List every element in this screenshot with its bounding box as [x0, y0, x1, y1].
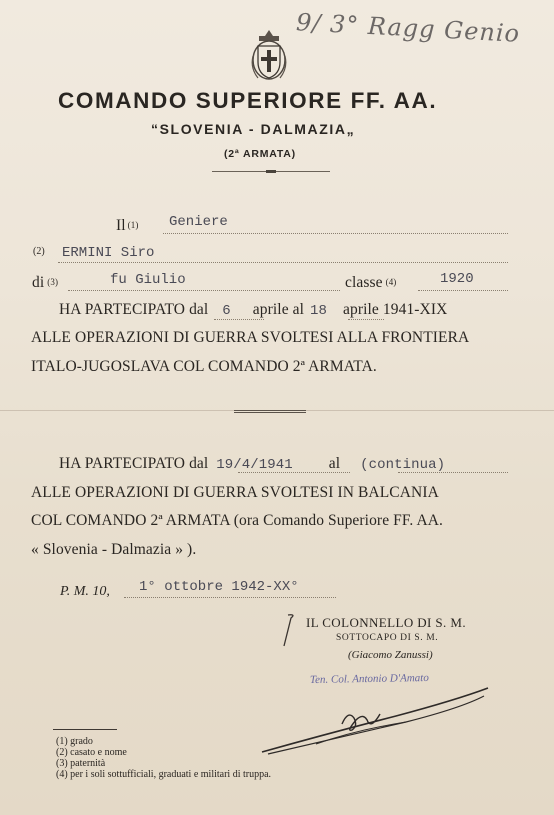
name-dotline	[58, 262, 508, 263]
issue-date: 1° ottobre 1942-XX°	[139, 579, 299, 595]
grado-label: Il (1)	[116, 217, 139, 234]
handwritten-signature-icon	[256, 682, 496, 762]
handwritten-annotation: 9/ 3° Ragg Genio	[295, 8, 521, 48]
di-label: di (3)	[32, 274, 59, 291]
name-value: ERMINI Siro	[62, 245, 155, 261]
day-to: 18	[310, 303, 328, 319]
block2-line1: HA PARTECIPATO dal 19/4/1941 al (continua)	[59, 455, 446, 473]
date-from: 19/4/1941	[216, 457, 293, 473]
day-to-dotline	[348, 319, 384, 320]
coat-of-arms-icon	[248, 28, 290, 84]
footnote-3: (3) paternità	[56, 758, 106, 769]
document-subtitle: “SLOVENIA - DALMAZIA„	[151, 121, 356, 137]
date-from-dotline	[238, 472, 350, 473]
footnote-2: (2) casato e nome	[56, 747, 127, 758]
day-from-dotline	[214, 319, 264, 320]
footnote-rule	[53, 729, 117, 730]
date-to: (continua)	[360, 457, 446, 473]
footnote-1: (1) grado	[56, 736, 93, 747]
footnote-4: (4) per i soli sottufficiali, graduati e militari di truppa.	[56, 769, 272, 780]
signatory-name: (Giacomo Zanussi)	[348, 649, 433, 661]
block1-line2: ALLE OPERAZIONI DI GUERRA SVOLTESI ALLA FRONTIERA	[31, 329, 470, 346]
signatory-subrank: SOTTOCAPO DI S. M.	[336, 633, 439, 643]
grado-dotline	[163, 233, 508, 234]
block1-line1: HA PARTECIPATO dal 6 aprile al 18 aprile 1941-XIX	[59, 301, 448, 319]
officer-stamp: Ten. Col. Antonio D'Amato	[309, 671, 429, 687]
header-divider-mark	[266, 170, 276, 173]
block2-line4: « Slovenia - Dalmazia » ).	[31, 541, 197, 558]
block2-line2: ALLE OPERAZIONI DI GUERRA SVOLTESI IN BALCANIA	[31, 484, 439, 501]
classe-dotline	[418, 290, 508, 291]
date-dotline	[124, 597, 336, 598]
date-to-dotline	[398, 472, 508, 473]
name-ref: (2)	[33, 246, 45, 257]
paternita-dotline	[68, 290, 340, 291]
classe-value: 1920	[440, 271, 474, 287]
signatory-rank: IL COLONNELLO DI S. M.	[306, 615, 466, 630]
block2-line3: COL COMANDO 2ª ARMATA (ora Comando Superiore FF. AA.	[31, 512, 444, 529]
army-label: (2ª ARMATA)	[224, 148, 296, 160]
document-title: COMANDO SUPERIORE FF. AA.	[58, 88, 438, 113]
section-divider	[234, 410, 306, 413]
classe-label: classe (4)	[345, 274, 397, 291]
paternita-value: fu Giulio	[110, 272, 186, 288]
day-from: 6	[222, 303, 231, 319]
block1-line3: ITALO-JUGOSLAVA COL COMANDO 2ª ARMATA.	[31, 358, 377, 375]
signature-tick-icon	[278, 612, 300, 648]
place: P. M. 10,	[60, 584, 110, 599]
grado-value: Geniere	[169, 214, 228, 230]
